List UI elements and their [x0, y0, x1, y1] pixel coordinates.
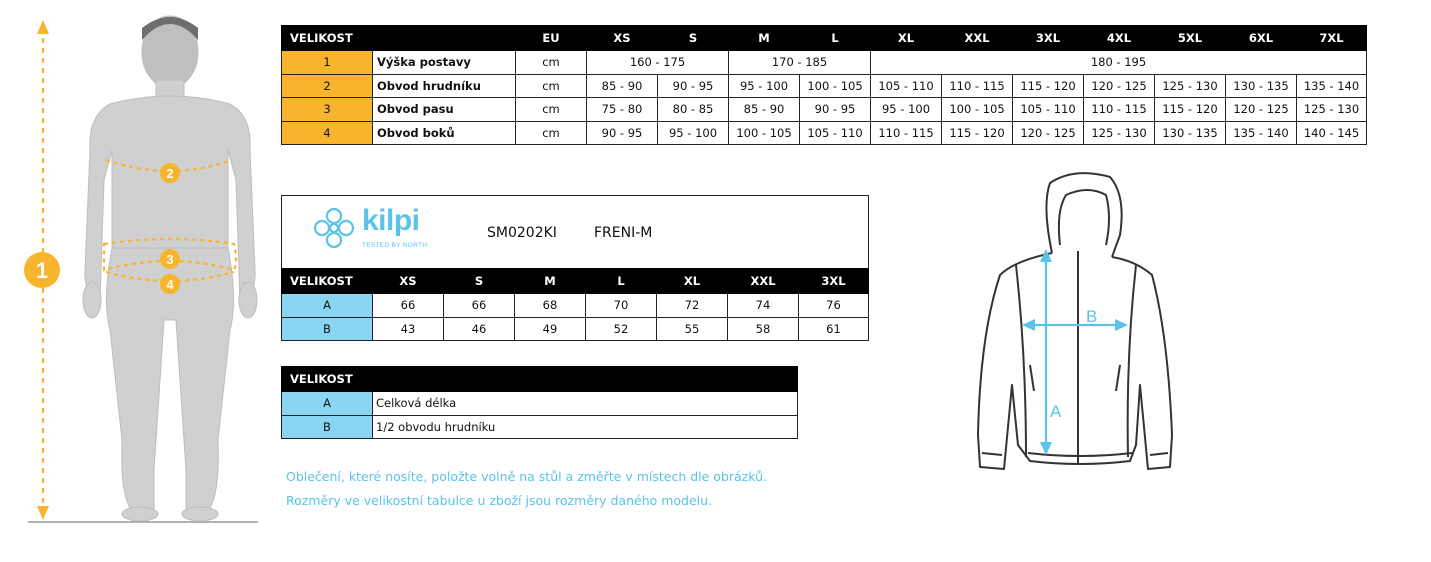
- legend-table-header: [282, 367, 798, 392]
- unit-cell: cm: [516, 51, 587, 75]
- header-cell: 6XL: [1226, 26, 1297, 51]
- value-cell: 75 - 80: [587, 98, 658, 122]
- product-name: FRENI-M: [594, 225, 653, 241]
- value-cell: 68: [515, 294, 586, 318]
- value-cell: 135 - 140: [1226, 121, 1297, 145]
- product-code: SM0202KI: [487, 225, 557, 241]
- value-cell: 170 - 185: [729, 51, 871, 75]
- value-cell: 125 - 130: [1297, 98, 1367, 122]
- brand-header: [281, 195, 869, 269]
- value-cell: 85 - 90: [729, 98, 800, 122]
- size-table: [281, 25, 1367, 145]
- value-cell: 115 - 120: [1155, 98, 1226, 122]
- table-row: [282, 294, 869, 318]
- table-row: [282, 98, 1367, 122]
- marker-3: [160, 249, 180, 269]
- header-cell: XXL: [728, 269, 799, 294]
- value-cell: 105 - 110: [1013, 98, 1084, 122]
- legend-description: 1/2 obvodu hrudníku: [373, 415, 798, 439]
- value-cell: 55: [657, 317, 728, 341]
- header-cell: VELIKOST: [282, 367, 373, 392]
- note-measure: Oblečení, které nosíte, položte volně na stůl a změřte v místech dle obrázků.: [286, 469, 767, 484]
- legend-description: Celková délka: [373, 392, 798, 416]
- row-label: Obvod hrudníku: [373, 74, 516, 98]
- header-cell: XS: [587, 26, 658, 51]
- value-cell: 100 - 105: [800, 74, 871, 98]
- header-cell: 5XL: [1155, 26, 1226, 51]
- value-cell: 52: [586, 317, 657, 341]
- header-cell: [373, 26, 516, 51]
- value-cell: 105 - 110: [800, 121, 871, 145]
- row-label: B: [282, 415, 373, 439]
- header-cell: 3XL: [1013, 26, 1084, 51]
- header-cell: M: [729, 26, 800, 51]
- body-measurement-figure: [0, 0, 270, 540]
- value-cell: 110 - 115: [942, 74, 1013, 98]
- header-cell: XXL: [942, 26, 1013, 51]
- row-label: Obvod pasu: [373, 98, 516, 122]
- table-row: [282, 74, 1367, 98]
- row-number: 3: [282, 98, 373, 122]
- value-cell: 115 - 120: [942, 121, 1013, 145]
- header-cell: XL: [871, 26, 942, 51]
- svg-text:1: 1: [35, 258, 49, 283]
- header-cell: XS: [373, 269, 444, 294]
- brand-logo-text: kilpi: [362, 204, 420, 237]
- svg-text:2: 2: [166, 166, 174, 181]
- value-cell: 105 - 110: [871, 74, 942, 98]
- header-cell: VELIKOST: [282, 26, 373, 51]
- row-label: Výška postavy: [373, 51, 516, 75]
- note-model: Rozměry ve velikostní tabulce u zboží jsou rozměry daného modelu.: [286, 493, 713, 508]
- row-number: 1: [282, 51, 373, 75]
- value-cell: 125 - 130: [1155, 74, 1226, 98]
- value-cell: 160 - 175: [587, 51, 729, 75]
- jacket-illustration: [970, 165, 1180, 485]
- marker-4: [160, 274, 180, 294]
- value-cell: 115 - 120: [1013, 74, 1084, 98]
- header-cell: 7XL: [1297, 26, 1367, 51]
- jacket-label-a: A: [1050, 402, 1062, 421]
- value-cell: 100 - 105: [942, 98, 1013, 122]
- value-cell: 95 - 100: [871, 98, 942, 122]
- value-cell: 43: [373, 317, 444, 341]
- row-label: A: [282, 392, 373, 416]
- value-cell: 130 - 135: [1155, 121, 1226, 145]
- table-row: [282, 317, 869, 341]
- value-cell: 49: [515, 317, 586, 341]
- value-cell: 110 - 115: [1084, 98, 1155, 122]
- jacket-label-b: B: [1086, 307, 1098, 326]
- size-table-header: [282, 26, 1367, 51]
- value-cell: 46: [444, 317, 515, 341]
- svg-text:4: 4: [166, 277, 174, 292]
- header-cell: 4XL: [1084, 26, 1155, 51]
- header-cell: EU: [516, 26, 587, 51]
- value-cell: 125 - 130: [1084, 121, 1155, 145]
- unit-cell: cm: [516, 74, 587, 98]
- row-number: 2: [282, 74, 373, 98]
- value-cell: 70: [586, 294, 657, 318]
- table-row: [282, 415, 798, 439]
- table-row: [282, 121, 1367, 145]
- header-cell: L: [800, 26, 871, 51]
- value-cell: 80 - 85: [658, 98, 729, 122]
- brand-tagline: TESTED BY NORTH: [362, 242, 428, 249]
- header-cell: [373, 367, 798, 392]
- value-cell: 120 - 125: [1013, 121, 1084, 145]
- value-cell: 76: [799, 294, 869, 318]
- header-cell: S: [444, 269, 515, 294]
- legend-table: [281, 366, 798, 439]
- svg-text:3: 3: [166, 252, 174, 267]
- table-row: [282, 51, 1367, 75]
- marker-2: [160, 163, 180, 183]
- table-row: [282, 392, 798, 416]
- value-cell: 58: [728, 317, 799, 341]
- value-cell: 130 - 135: [1226, 74, 1297, 98]
- value-cell: 180 - 195: [871, 51, 1367, 75]
- value-cell: 135 - 140: [1297, 74, 1367, 98]
- marker-1: [24, 252, 60, 288]
- value-cell: 90 - 95: [800, 98, 871, 122]
- value-cell: 95 - 100: [729, 74, 800, 98]
- row-label: Obvod boků: [373, 121, 516, 145]
- value-cell: 66: [373, 294, 444, 318]
- value-cell: 140 - 145: [1297, 121, 1367, 145]
- value-cell: 100 - 105: [729, 121, 800, 145]
- value-cell: 74: [728, 294, 799, 318]
- header-cell: L: [586, 269, 657, 294]
- unit-cell: cm: [516, 121, 587, 145]
- value-cell: 90 - 95: [587, 121, 658, 145]
- row-label: B: [282, 317, 373, 341]
- header-cell: S: [658, 26, 729, 51]
- header-cell: XL: [657, 269, 728, 294]
- value-cell: 110 - 115: [871, 121, 942, 145]
- value-cell: 72: [657, 294, 728, 318]
- unit-cell: cm: [516, 98, 587, 122]
- header-cell: M: [515, 269, 586, 294]
- product-size-table: [281, 268, 869, 341]
- header-cell: 3XL: [799, 269, 869, 294]
- value-cell: 90 - 95: [658, 74, 729, 98]
- header-cell: VELIKOST: [282, 269, 373, 294]
- value-cell: 120 - 125: [1084, 74, 1155, 98]
- row-number: 4: [282, 121, 373, 145]
- row-label: A: [282, 294, 373, 318]
- value-cell: 120 - 125: [1226, 98, 1297, 122]
- value-cell: 95 - 100: [658, 121, 729, 145]
- value-cell: 61: [799, 317, 869, 341]
- value-cell: 66: [444, 294, 515, 318]
- value-cell: 85 - 90: [587, 74, 658, 98]
- kilpi-logo-icon: [312, 206, 356, 250]
- product-table-header: [282, 269, 869, 294]
